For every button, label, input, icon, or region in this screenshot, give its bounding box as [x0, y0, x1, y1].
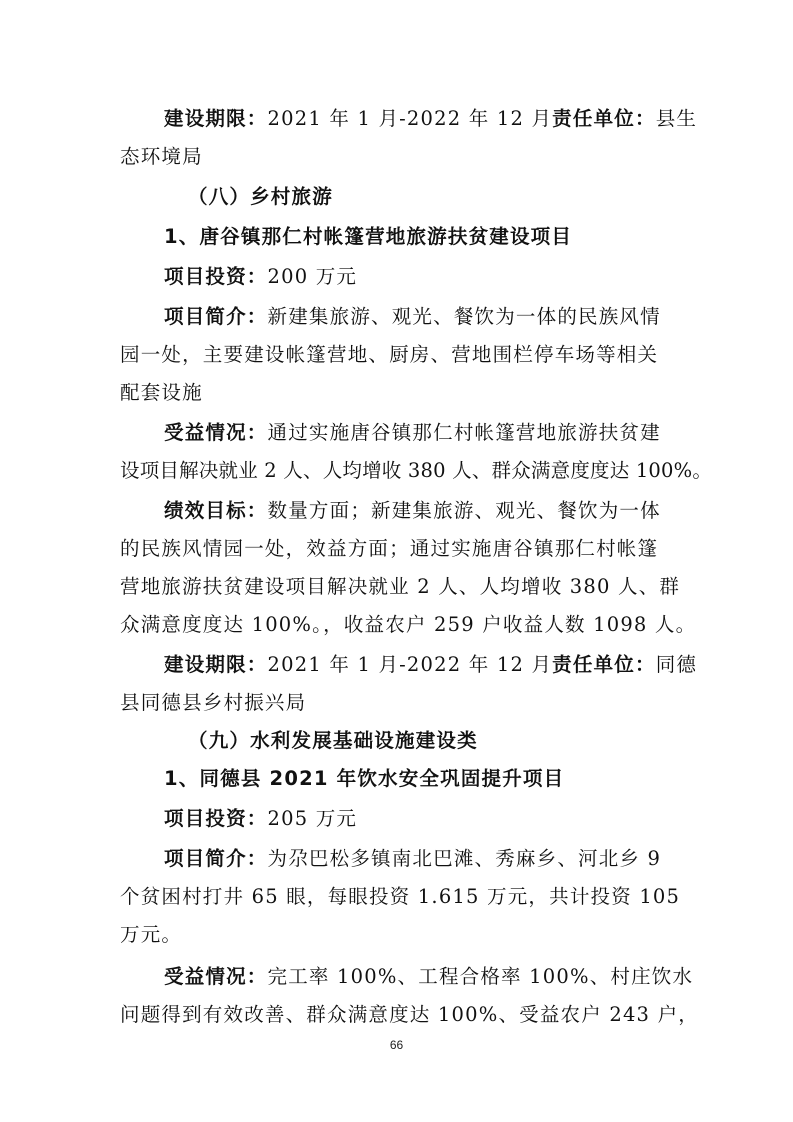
section-heading: （九）水利发展基础设施建设类 — [188, 729, 478, 752]
benefit-line: 受益情况：通过实施唐谷镇那仁村帐篷营地旅游扶贫建 — [164, 421, 661, 444]
section-heading: （八）乡村旅游 — [188, 185, 333, 208]
text-line: 设项目解决就业 2 人、人均增收 380 人、群众满意度度达 100%。 — [120, 459, 713, 482]
text-line: 园一处，主要建设帐篷营地、厨房、营地围栏停车场等相关 — [120, 343, 659, 366]
investment-line: 项目投资：205 万元 — [164, 807, 358, 830]
benefit-line: 受益情况：完工率 100%、工程合格率 100%、村庄饮水 — [164, 965, 694, 988]
summary-line: 项目简介：为尕巴松多镇南北巴滩、秀麻乡、河北乡 9 — [164, 847, 662, 870]
page-number: 66 — [389, 1038, 404, 1052]
text-line: 的民族风情园一处，效益方面；通过实施唐谷镇那仁村帐篷 — [120, 537, 659, 560]
project-heading: 1、唐谷镇那仁村帐篷营地旅游扶贫建设项目 — [164, 225, 573, 248]
text-line: 众满意度度达 100%。，收益农户 259 户收益人数 1098 人。 — [120, 613, 697, 636]
summary-line: 项目简介：新建集旅游、观光、餐饮为一体的民族风情 — [164, 305, 661, 328]
text-line: 县同德县乡村振兴局 — [120, 691, 307, 714]
construction-period-line: 建设期限：2021 年 1 月-2022 年 12 月责任单位：县生 — [164, 107, 698, 130]
construction-period-line: 建设期限：2021 年 1 月-2022 年 12 月责任单位：同德 — [164, 653, 698, 676]
investment-line: 项目投资：200 万元 — [164, 265, 358, 288]
text-line: 配套设施 — [120, 381, 203, 404]
project-heading: 1、同德县 2021 年饮水安全巩固提升项目 — [164, 767, 565, 790]
text-line: 营地旅游扶贫建设项目解决就业 2 人、人均增收 380 人、群 — [120, 575, 681, 598]
text-line: 个贫困村打井 65 眼，每眼投资 1.615 万元，共计投资 105 — [120, 885, 681, 908]
performance-line: 绩效目标：数量方面；新建集旅游、观光、餐饮为一体 — [164, 499, 661, 522]
text-line: 万元。 — [120, 923, 183, 946]
text-line: 问题得到有效改善、群众满意度达 100%、受益农户 243 户， — [120, 1003, 699, 1026]
text-line: 态环境局 — [120, 145, 203, 168]
